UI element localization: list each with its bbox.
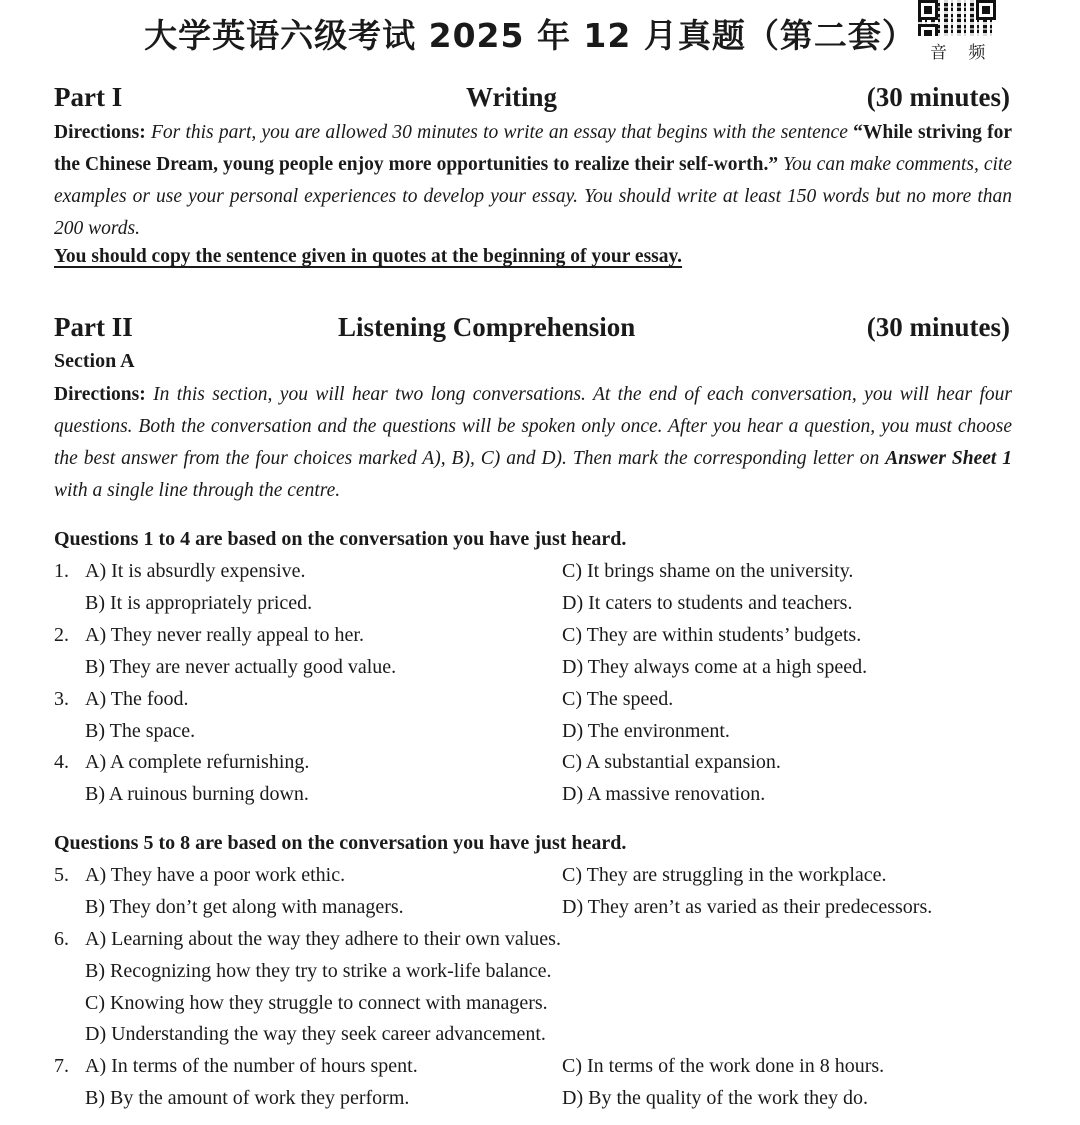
part2-directions-text-1: In this section, you will hear two long conversations. At the end of each conversation, you will hear four questions. Both the conversation and the questions will be spoken only once. After you hear a question, you must choose the best answer from the four choices marked A), B), C) and D). Then mark the corresponding letter on — [54, 384, 1012, 469]
group2-heading: Questions 5 to 8 are based on the conversation you have just heard. — [54, 832, 627, 854]
option-b[interactable]: B) The space. — [85, 720, 196, 742]
option-b[interactable]: B) Recognizing how they try to strike a work-life balance. — [85, 960, 552, 982]
part2-label: Part II — [54, 312, 133, 342]
page-title: 大学英语六级考试 2025 年 12 月真题（第二套） — [144, 16, 916, 55]
question-number: 3. — [54, 688, 69, 710]
option-c[interactable]: C) The speed. — [562, 688, 674, 710]
question-number: 7. — [54, 1055, 69, 1077]
option-a[interactable]: A) In terms of the number of hours spent. — [85, 1055, 418, 1077]
option-c[interactable]: C) It brings shame on the university. — [562, 560, 854, 582]
part1-note: You should copy the sentence given in quotes at the beginning of your essay. — [54, 246, 683, 267]
part1-directions-text-1: For this part, you are allowed 30 minutes to write an essay that begins with the sentence — [150, 122, 848, 143]
question-number: 1. — [54, 560, 69, 582]
part2-directions — [54, 379, 1012, 507]
option-b[interactable]: B) They are never actually good value. — [85, 656, 397, 678]
part1-time: (30 minutes) — [866, 82, 1010, 112]
question-number: 5. — [54, 864, 69, 886]
part1-directions-label: Directions: — [54, 122, 146, 143]
option-d[interactable]: D) They aren’t as varied as their predecessors. — [562, 896, 933, 918]
section-a-heading: Section A — [54, 350, 135, 372]
part1-label: Part I — [54, 82, 123, 112]
option-a[interactable]: A) A complete refurnishing. — [85, 751, 310, 773]
option-c[interactable]: C) They are struggling in the workplace. — [562, 864, 887, 886]
option-c[interactable]: C) In terms of the work done in 8 hours. — [562, 1055, 885, 1077]
option-c[interactable]: C) A substantial expansion. — [562, 751, 781, 773]
part2-name: Listening Comprehension — [338, 312, 636, 342]
part1-prompt: “While striving for the Chinese Dream, young people enjoy more opportunities to realize their self-worth.” — [54, 122, 1013, 175]
part2-time: (30 minutes) — [866, 312, 1010, 342]
group1-heading: Questions 1 to 4 are based on the conversation you have just heard. — [54, 528, 627, 550]
part2-directions-label: Directions: — [54, 384, 146, 405]
option-a[interactable]: A) Learning about the way they adhere to their own values. — [85, 928, 561, 950]
option-d[interactable]: D) By the quality of the work they do. — [562, 1087, 869, 1109]
option-d[interactable]: D) Understanding the way they seek career advancement. — [85, 1023, 546, 1045]
part2-directions-text-2: with a single line through the centre. — [54, 480, 341, 501]
qr-audio-label: 音 频 — [930, 43, 994, 63]
option-a[interactable]: A) They never really appeal to her. — [85, 624, 364, 646]
option-c[interactable]: C) Knowing how they struggle to connect with managers. — [85, 992, 548, 1014]
question-number: 4. — [54, 751, 69, 773]
part1-directions — [54, 117, 1012, 245]
option-b[interactable]: B) They don’t get along with managers. — [85, 896, 404, 918]
option-d[interactable]: D) It caters to students and teachers. — [562, 592, 853, 614]
option-c[interactable]: C) They are within students’ budgets. — [562, 624, 862, 646]
option-d[interactable]: D) They always come at a high speed. — [562, 656, 868, 678]
option-a[interactable]: A) They have a poor work ethic. — [85, 864, 346, 886]
option-d[interactable]: D) The environment. — [562, 720, 730, 742]
part1-directions-text-2: You can make comments, cite examples or use your personal experiences to develop your essay. You should write at least 150 words but no more than 200 words. — [54, 154, 1012, 239]
option-b[interactable]: B) It is appropriately priced. — [85, 592, 313, 614]
option-b[interactable]: B) A ruinous burning down. — [85, 783, 309, 805]
answer-sheet-ref: Answer Sheet 1 — [885, 448, 1013, 469]
option-a[interactable]: A) The food. — [85, 688, 189, 710]
part1-name: Writing — [466, 82, 558, 112]
qr-code-icon[interactable] — [918, 0, 996, 36]
option-a[interactable]: A) It is absurdly expensive. — [85, 560, 306, 582]
option-b[interactable]: B) By the amount of work they perform. — [85, 1087, 410, 1109]
question-number: 6. — [54, 928, 69, 950]
question-number: 2. — [54, 624, 69, 646]
option-d[interactable]: D) A massive renovation. — [562, 783, 766, 805]
